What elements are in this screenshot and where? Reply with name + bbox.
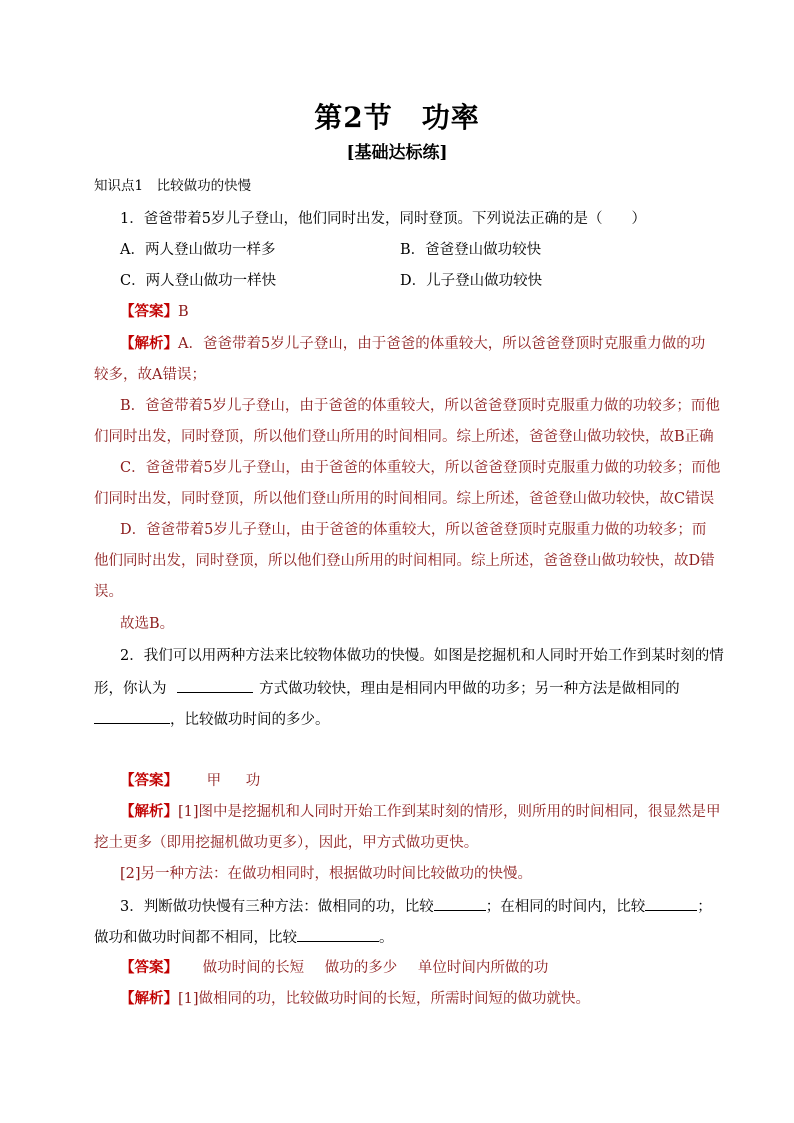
q3-answer-1: 做功时间的长短 <box>202 960 305 976</box>
q2-answer-2: 功 <box>245 773 261 789</box>
q3-answer-2: 做功的多少 <box>324 960 398 976</box>
q2-answer-1: 甲 <box>206 773 222 789</box>
q2-line2-text-a: 形，你认为 <box>94 681 167 697</box>
q1-answer <box>120 302 189 322</box>
q1-analysis-d-line2: 他们同时出发，同时登顶，所以他们登山所用的时间相同。综上所述，爸爸登山做功较快，故D错 <box>94 553 715 569</box>
q1-stem: 1．爸爸带着5岁儿子登山，他们同时出发，同时登顶。下列说法正确的是（ ） <box>120 211 646 227</box>
q3-line2 <box>94 927 394 948</box>
q3-blank-2[interactable] <box>645 896 697 911</box>
analysis-tag: 【解析】 <box>120 803 178 820</box>
q3-line1 <box>120 896 712 917</box>
knowledge-point-heading: 知识点1 比较做功的快慢 <box>94 178 252 194</box>
q1-analysis-a-line1 <box>120 334 705 354</box>
page-subtitle: [基础达标练] <box>346 143 448 163</box>
q1-analysis-b-line1: B．爸爸带着5岁儿子登山，由于爸爸的体重较大，所以爸爸登顶时克服重力做的功较多；而他 <box>120 398 720 414</box>
q1-analysis-b-line2: 们同时出发，同时登顶，所以他们登山所用的时间相同。综上所述，爸爸登山做功较快，故B正确 <box>94 429 714 445</box>
q1-analysis-a-line2: 较多，故A错误； <box>94 367 206 383</box>
q1-answer-value: B <box>178 304 189 320</box>
q2-line3-text: ，比较做功时间的多少。 <box>170 712 330 728</box>
q1-conclusion: 故选B。 <box>120 616 175 632</box>
q3-line1-text-b: ；在相同的时间内，比较 <box>485 899 646 915</box>
q2-analysis-line2: 挖土更多（即用挖掘机做功更多），因此，甲方式做功更快。 <box>94 835 479 851</box>
q3-blank-1[interactable] <box>434 896 486 911</box>
q3-answer-3: 单位时间内所做的功 <box>417 960 549 976</box>
q1-option-c: C．两人登山做功一样快 <box>120 273 277 289</box>
q2-blank-1[interactable] <box>177 678 253 693</box>
q1-option-b: B．爸爸登山做功较快 <box>400 242 542 258</box>
q1-analysis-c-line2: 们同时出发，同时登顶，所以他们登山所用的时间相同。综上所述，爸爸登山做功较快，故C错误 <box>94 491 715 507</box>
q2-analysis-line1 <box>120 802 721 822</box>
q2-analysis-text1: [1]图中是挖掘机和人同时开始工作到某时刻的情形，则所用的时间相同，很显然是甲 <box>178 804 721 820</box>
q1-analysis-d-line3: 误。 <box>94 584 123 600</box>
answer-tag: 【答案】 <box>120 772 178 789</box>
q3-analysis-line1 <box>120 989 590 1009</box>
q1-option-a: A．两人登山做功一样多 <box>120 242 276 258</box>
q1-analysis-c-line1: C．爸爸带着5岁儿子登山，由于爸爸的体重较大，所以爸爸登顶时克服重力做的功较多；而他 <box>120 460 721 476</box>
page-title: 第2节 功率 <box>314 101 480 134</box>
q3-line1-text-c: ； <box>697 899 712 915</box>
q1-analysis-d-line1: D．爸爸带着5岁儿子登山，由于爸爸的体重较大，所以爸爸登顶时克服重力做的功较多；而 <box>120 522 707 538</box>
q2-line2 <box>94 678 680 699</box>
q2-line1: 2．我们可以用两种方法来比较物体做功的快慢。如图是挖掘机和人同时开始工作到某时刻的情 <box>120 648 724 664</box>
q2-line2-text-b: 方式做功较快，理由是相同内甲做的功多；另一种方法是做相同的 <box>259 681 680 697</box>
q2-analysis-line3: [2]另一种方法：在做功相同时，根据做功时间比较做功的快慢。 <box>120 866 533 882</box>
q1-analysis-a-text1: A．爸爸带着5岁儿子登山，由于爸爸的体重较大，所以爸爸登顶时克服重力做的功 <box>178 336 706 352</box>
analysis-tag: 【解析】 <box>120 335 178 352</box>
q2-blank-2[interactable] <box>94 709 170 724</box>
q3-line2-text-a: 做功和做功时间都不相同，比较 <box>94 930 297 946</box>
q3-answer <box>120 958 548 978</box>
analysis-tag: 【解析】 <box>120 990 178 1007</box>
answer-tag: 【答案】 <box>120 303 178 320</box>
q2-line3 <box>94 709 330 730</box>
q3-blank-3[interactable] <box>297 927 379 942</box>
q2-answer <box>120 771 260 791</box>
q1-option-d: D．儿子登山做功较快 <box>400 273 543 289</box>
q3-line2-text-b: 。 <box>379 930 394 946</box>
answer-tag: 【答案】 <box>120 959 178 976</box>
q3-analysis-text1: [1]做相同的功，比较做功时间的长短，所需时间短的做功就快。 <box>178 991 591 1007</box>
q3-line1-text-a: 3．判断做功快慢有三种方法：做相同的功，比较 <box>120 899 434 915</box>
